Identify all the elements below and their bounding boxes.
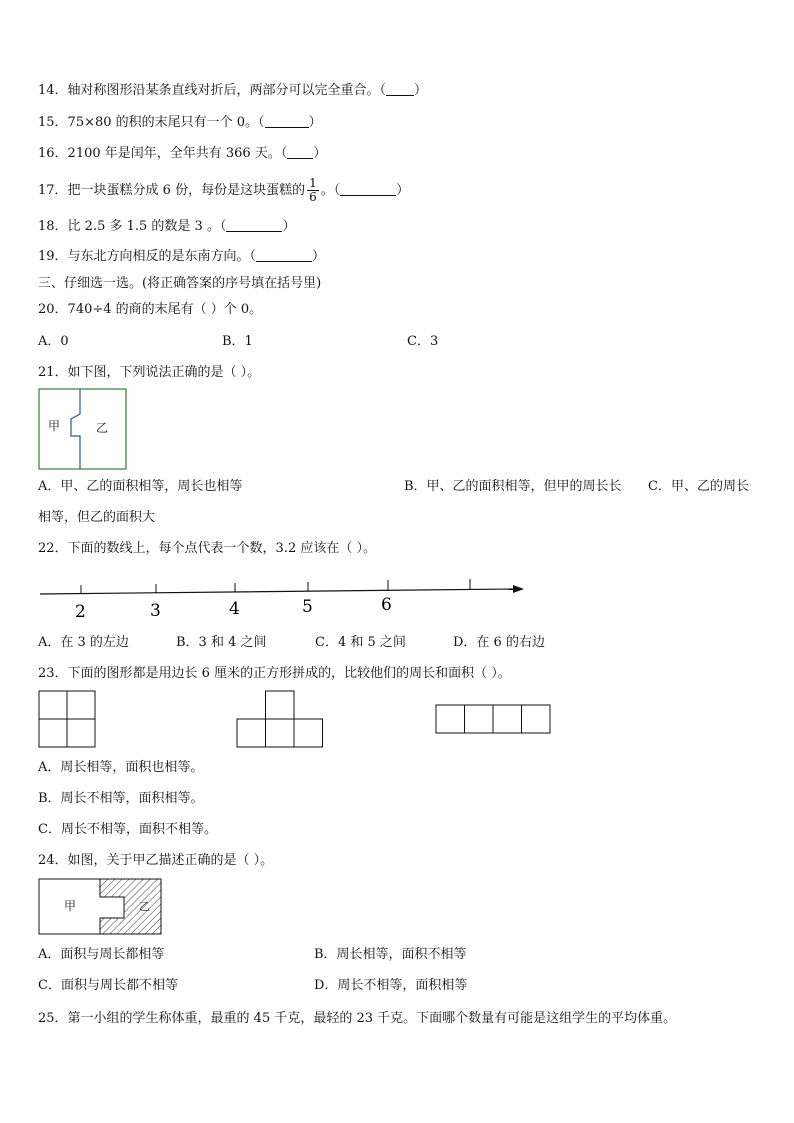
figure-label-yi: 乙 (139, 900, 150, 913)
question-23-stem: 23．下面的图形都是用边长 6 厘米的正方形拼成的，比较他们的周长和面积（ ）。 (38, 666, 511, 681)
option-a[interactable]: A．甲、乙的面积相等，周长也相等 (38, 479, 243, 494)
option-d[interactable]: D．在 6 的右边 (453, 635, 545, 650)
question-19 (38, 248, 325, 266)
number-line-arrow (513, 585, 524, 593)
option-a[interactable]: A．在 3 的左边 (38, 635, 129, 650)
question-17-after: 。（ (320, 183, 341, 198)
question-17-text: 17．把一块蛋糕分成 6 份，每份是这块蛋糕的 (38, 183, 306, 198)
option-a[interactable]: A．周长相等，面积也相等。 (38, 760, 204, 775)
option-a[interactable]: A．0 (38, 334, 69, 349)
answer-blank[interactable] (256, 249, 312, 262)
number-line-axis (40, 589, 514, 594)
option-b[interactable]: B．1 (222, 334, 253, 349)
unit-square (237, 719, 266, 747)
paren-close: ） (308, 115, 322, 130)
question-21-stem: 21．如下图，下列说法正确的是（ ）。 (38, 365, 261, 380)
fraction-denominator: 6 (309, 190, 317, 204)
figure-21-divider (71, 389, 80, 469)
figure-21 (38, 388, 128, 471)
question-14 (38, 82, 427, 100)
option-c[interactable]: C．4 和 5 之间 (315, 635, 406, 650)
question-16 (38, 145, 326, 163)
answer-blank[interactable] (265, 115, 309, 128)
option-b[interactable]: B．周长相等，面积不相等 (314, 947, 467, 962)
question-17 (38, 177, 409, 204)
answer-blank[interactable] (226, 219, 282, 232)
question-14-text: 14．轴对称图形沿某条直线对折后，两部分可以完全重合。（ (38, 83, 387, 98)
answer-blank[interactable] (386, 83, 414, 96)
answer-blank[interactable] (340, 183, 396, 196)
option-c[interactable]: C．甲、乙的周长 (648, 479, 749, 494)
answer-blank[interactable] (287, 146, 313, 159)
shape-square-2x2 (38, 690, 98, 750)
tick-label: 2 (75, 602, 86, 622)
paren-close: ） (396, 183, 410, 198)
question-16-text: 16．2100 年是闰年，全年共有 366 天。（ (38, 146, 288, 161)
number-line (38, 572, 528, 624)
figure-label-jia: 甲 (48, 419, 61, 433)
hatched-region-yi (100, 879, 161, 934)
option-c[interactable]: C．3 (407, 334, 439, 349)
question-18-text: 18．比 2.5 多 1.5 的数是 3 。（ (38, 219, 227, 234)
paren-close: ） (282, 219, 296, 234)
shape-t-tetromino (236, 690, 326, 750)
tick-label: 6 (381, 595, 392, 615)
question-20-stem: 20．740÷4 的商的末尾有（ ）个 0。 (38, 302, 263, 317)
tick-label: 3 (150, 601, 161, 621)
question-18 (38, 218, 295, 236)
unit-square (266, 719, 295, 747)
question-19-text: 19．与东北方向相反的是东南方向。（ (38, 249, 257, 264)
option-b[interactable]: B．周长不相等，面积相等。 (38, 791, 204, 806)
question-15 (38, 114, 322, 132)
figure-label-jia: 甲 (64, 899, 77, 913)
paren-close: ） (313, 146, 327, 161)
unit-square (266, 691, 295, 719)
section-heading: 三、仔细选一选。(将正确答案的序号填在括号里) (38, 276, 322, 291)
question-24-stem: 24．如图，关于甲乙描述正确的是（ ）。 (38, 853, 274, 868)
fraction-numerator: 1 (309, 176, 317, 190)
question-15-text: 15．75×80 的积的末尾只有一个 0。（ (38, 115, 265, 130)
figure-label-yi: 乙 (96, 421, 109, 435)
option-c[interactable]: C．面积与周长都不相等 (38, 978, 178, 993)
tick-label: 5 (302, 597, 313, 617)
option-c-continued: 相等，但乙的面积大 (38, 510, 156, 525)
option-d[interactable]: D．周长不相等，面积相等 (314, 978, 468, 993)
question-22-stem: 22．下面的数线上，每个点代表一个数，3.2 应该在（ ）。 (38, 541, 376, 556)
unit-square (294, 719, 323, 747)
question-25-stem: 25．第一小组的学生称体重，最重的 45 千克，最轻的 23 千克。下面哪个数量有可能是这组学生的平均体重。 (38, 1011, 677, 1026)
option-a[interactable]: A．面积与周长都相等 (38, 947, 165, 962)
figure-24 (38, 878, 164, 936)
paren-close: ） (312, 249, 326, 264)
option-b[interactable]: B．3 和 4 之间 (176, 635, 267, 650)
paren-close: ） (414, 83, 428, 98)
shape-row-of-four (435, 704, 553, 736)
option-c[interactable]: C．周长不相等，面积不相等。 (38, 822, 217, 837)
fraction (307, 177, 319, 204)
tick-label: 4 (229, 599, 240, 619)
option-b[interactable]: B．甲、乙的面积相等，但甲的周长长 (404, 479, 622, 494)
